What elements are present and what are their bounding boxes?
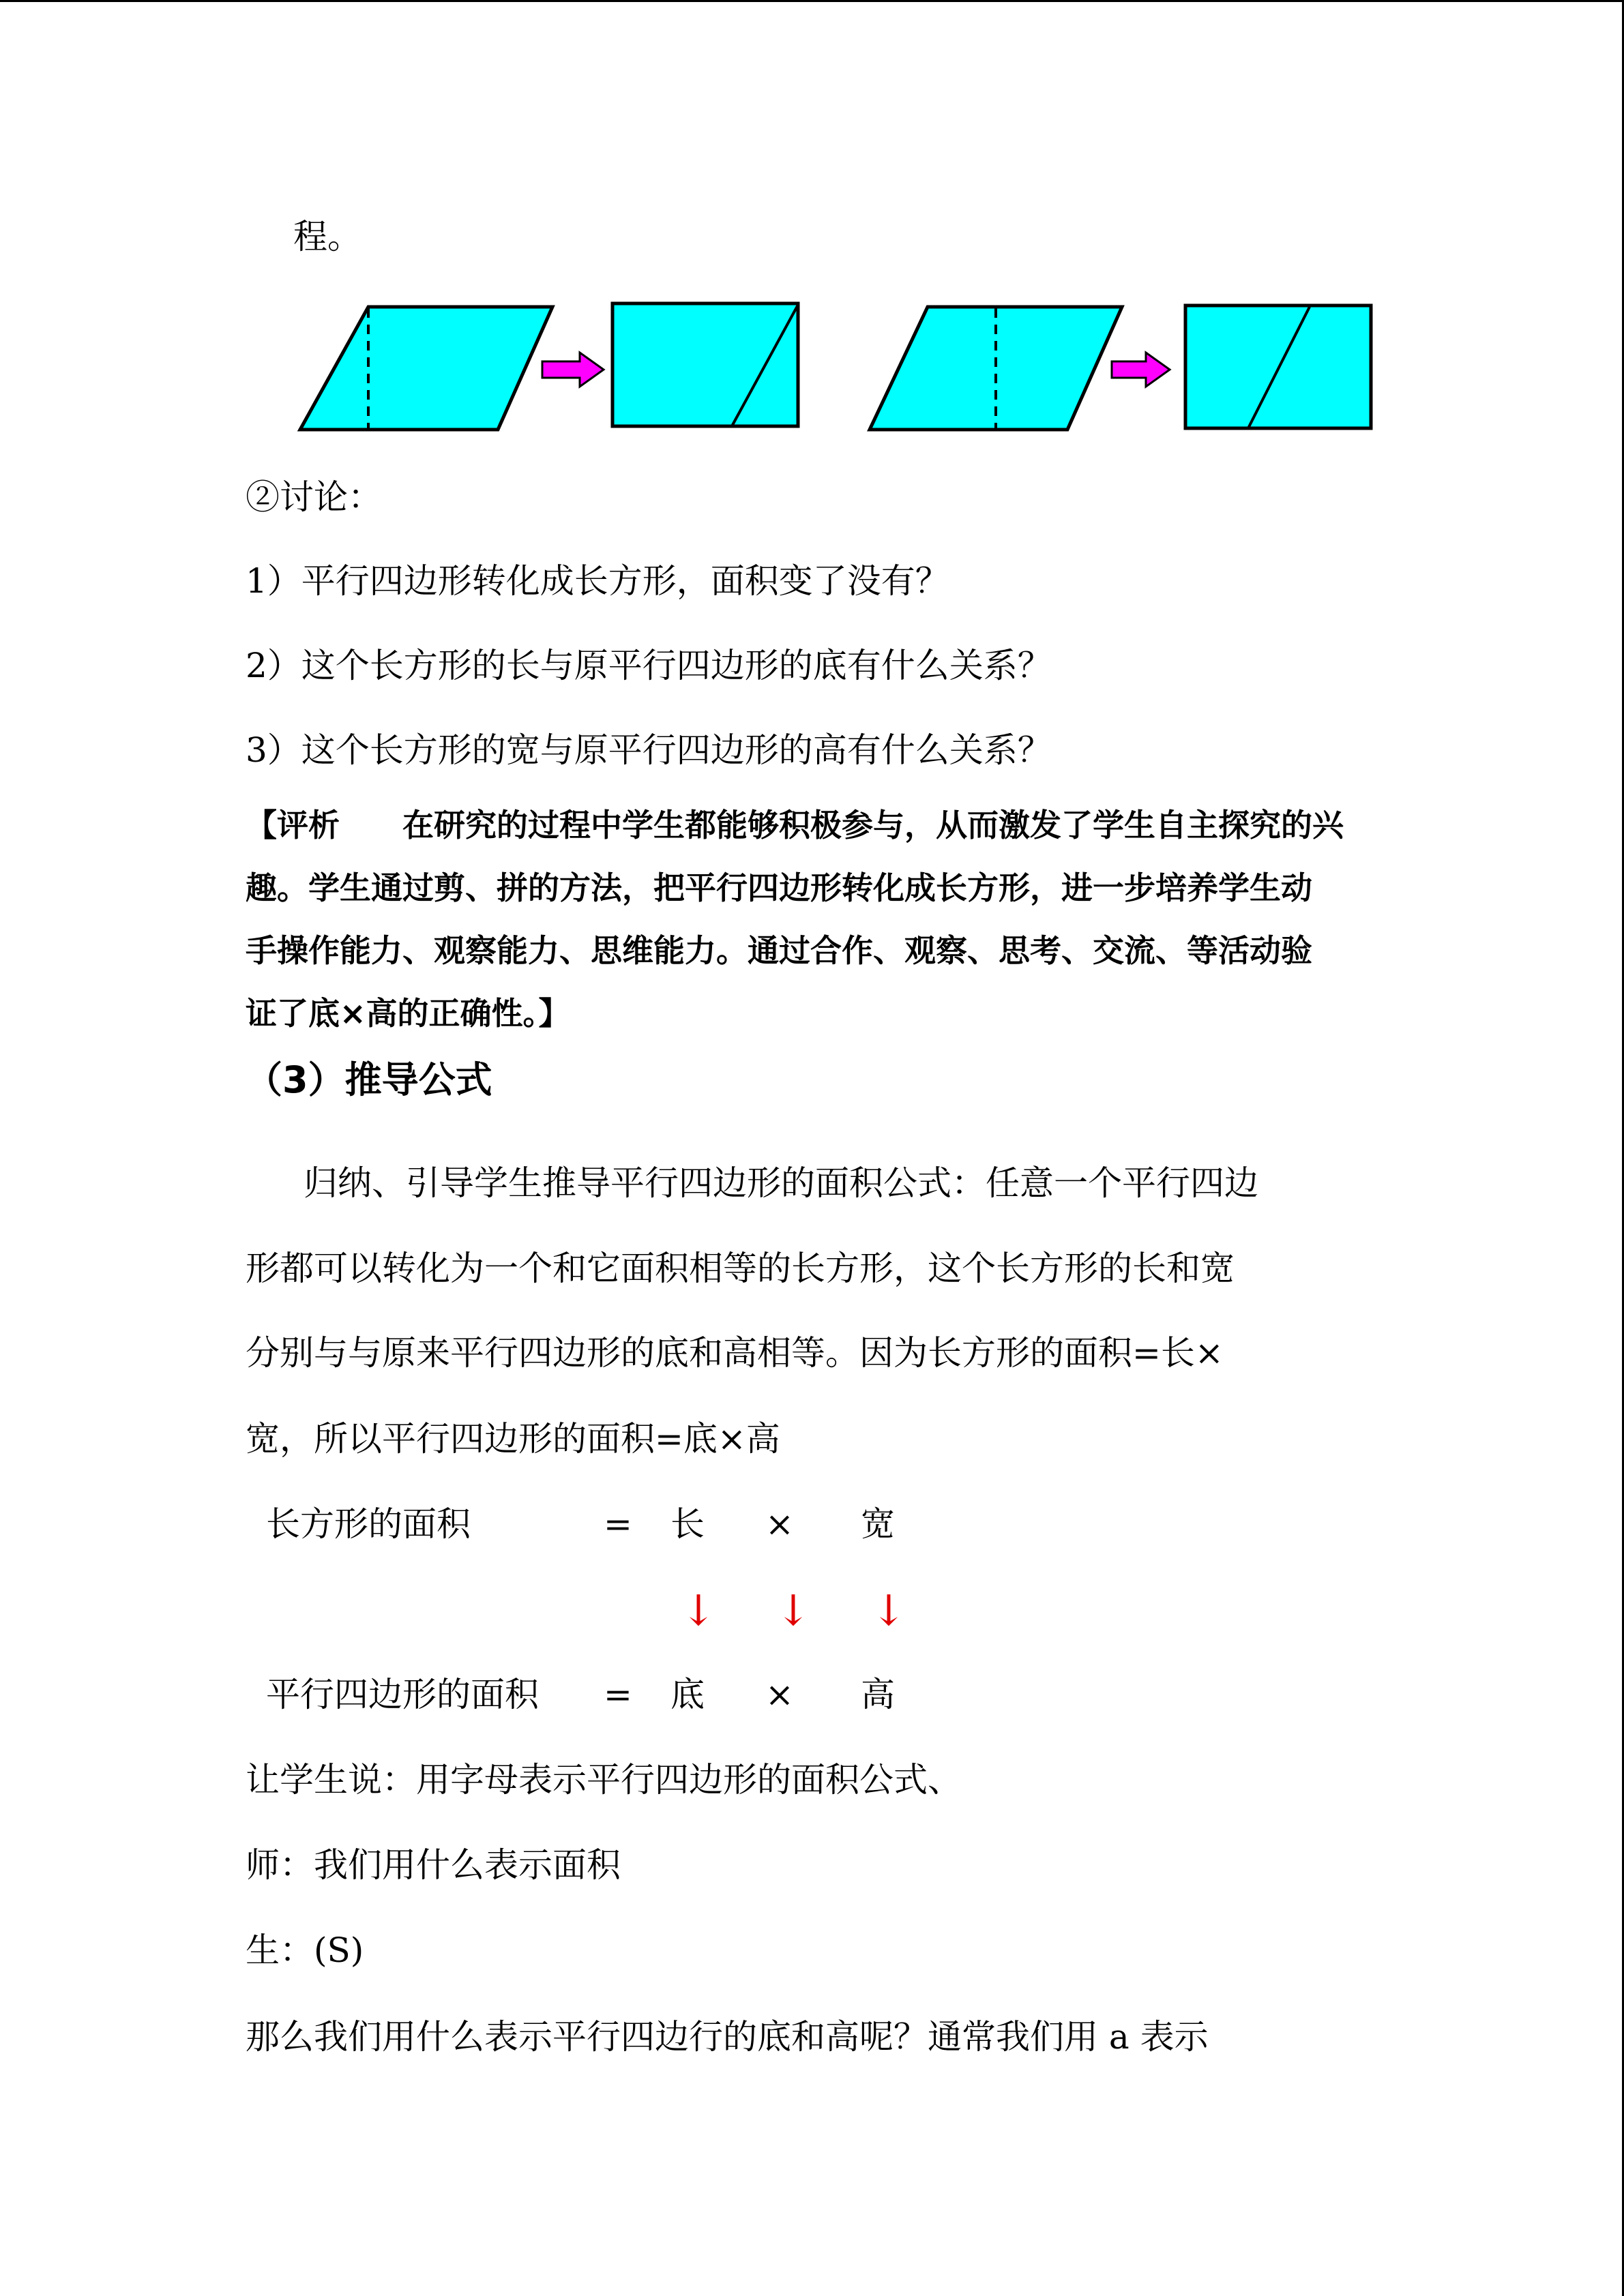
formula-height: 高 [861,1675,895,1714]
dialogue-line: 师：我们用什么表示面积 [246,1845,621,1885]
discussion-title: ②讨论： [246,477,382,517]
comment-line: 证了底×高的正确性。】 [246,995,570,1032]
paragraph-line: 宽，所以平行四边形的面积=底×高 [246,1419,780,1459]
down-arrow-icon: ↓ [871,1585,906,1635]
discussion-item: 1）平行四边形转化成长方形，面积变了没有？ [246,561,949,601]
down-arrow-icon: ↓ [776,1585,811,1635]
comment-line: 【评析 在研究的过程中学生都能够积极参与，从而激发了学生自主探究的兴 [246,807,1344,844]
formula-times: × [765,1504,794,1544]
section-heading: （3）推导公式 [246,1058,492,1101]
paragraph-line: 分别与与原来平行四边形的底和高相等。因为长方形的面积=长× [246,1333,1224,1373]
page-border [0,0,1624,2]
discussion-item: 3）这个长方形的宽与原平行四边形的高有什么关系？ [246,730,1052,770]
parallelogram-to-rectangle-figure [286,293,1391,443]
formula-label-parallelogram: 平行四边形的面积 [266,1675,539,1714]
formula-width: 宽 [861,1504,895,1544]
dialogue-line: 那么我们用什么表示平行四边行的底和高呢？通常我们用 a 表示 [246,2017,1209,2057]
parallelogram-shape [300,307,552,430]
arrow-right-icon [1112,353,1170,387]
discussion-item: 2）这个长方形的长与原平行四边形的底有什么关系？ [246,646,1052,685]
diagram-2 [870,305,1371,430]
formula-equals: = [604,1675,632,1714]
paragraph-line: 形都可以转化为一个和它面积相等的长方形，这个长方形的长和宽 [246,1249,1235,1288]
formula-label-rectangle: 长方形的面积 [266,1504,471,1544]
top-fragment: 程。 [293,217,361,256]
dialogue-line: 让学生说：用字母表示平行四边形的面积公式、 [246,1760,962,1800]
formula-equals: = [604,1504,632,1544]
comment-line: 趣。学生通过剪、拼的方法，把平行四边形转化成长方形，进一步培养学生动 [246,869,1312,906]
comment-line: 手操作能力、观察能力、思维能力。通过合作、观察、思考、交流、等活动验 [246,932,1312,969]
arrow-right-icon [542,353,604,387]
dialogue-line: 生：(S) [246,1930,364,1970]
paragraph-line: 归纳、引导学生推导平行四边形的面积公式：任意一个平行四边 [304,1163,1258,1203]
diagram-1 [300,303,798,430]
down-arrow-icon: ↓ [681,1585,716,1635]
formula-times: × [765,1675,794,1714]
formula-base: 底 [670,1675,705,1714]
rectangle-shape [612,303,798,426]
formula-length: 长 [670,1504,705,1544]
